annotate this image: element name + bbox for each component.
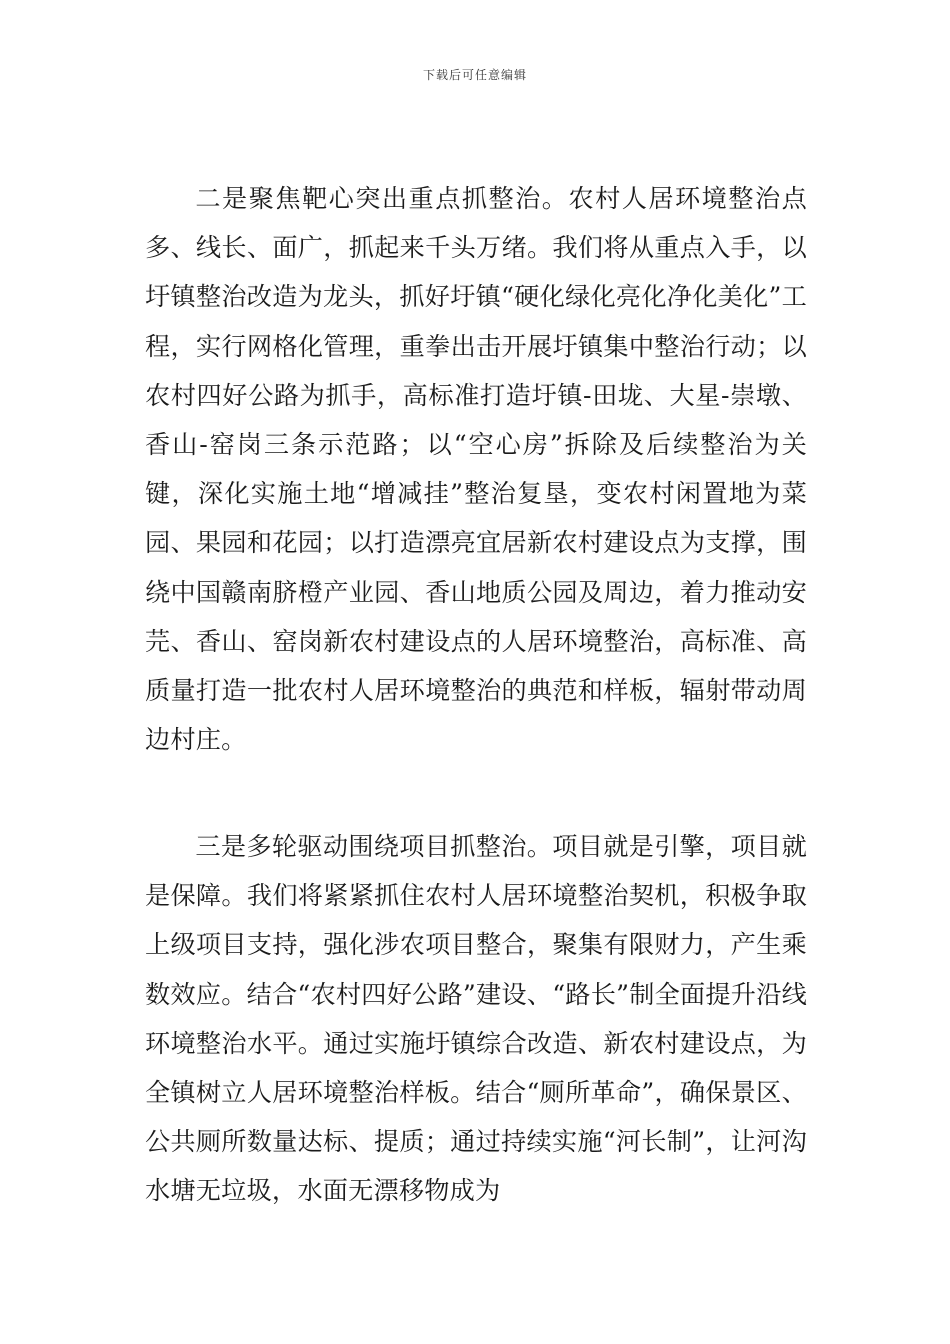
paragraph-project-driven: 三是多轮驱动围绕项目抓整治。项目就是引擎，项目就是保障。我们将紧紧抓住农村人居环境整治契机，积极争取上级项目支持，强化涉农项目整合，聚集有限财力，产生乘数效应。结合“农村四好公路”建设、“路长”制全面提升沿线环境整治水平。通过实施圩镇综合改造、新农村建设点，为全镇树立人居环境整治样板。结合“厕所革命”，确保景区、公共厕所数量达标、提质；通过持续实施“河长制”，让河沟水塘无垃圾，水面无漂移物成为: [145, 832, 807, 1206]
paragraph-focus-key-points: 二是聚焦靶心突出重点抓整治。农村人居环境整治点多、线长、面广，抓起来千头万绪。我们将从重点入手，以圩镇整治改造为龙头，抓好圩镇“硬化绿化亮化净化美化”工程，实行网格化管理，重拳出击开展圩镇集中整治行动；以农村四好公路为抓手，高标准打造圩镇-田垅、大星-崇墩、香山-窑岗三条示范路；以“空心房”拆除及后续整治为关键，深化实施土地“增减挂”整治复垦，变农村闲置地为菜园、果园和花园；以打造漂亮宜居新农村建设点为支撑，围绕中国赣南脐橙产业园、香山地质公园及周边，着力推动安芫、香山、窑岗新农村建设点的人居环境整治，高标准、高质量打造一批农村人居环境整治的典范和样板，辐射带动周边村庄。: [145, 184, 807, 755]
page-header-note: 下载后可任意编辑: [422, 68, 527, 82]
